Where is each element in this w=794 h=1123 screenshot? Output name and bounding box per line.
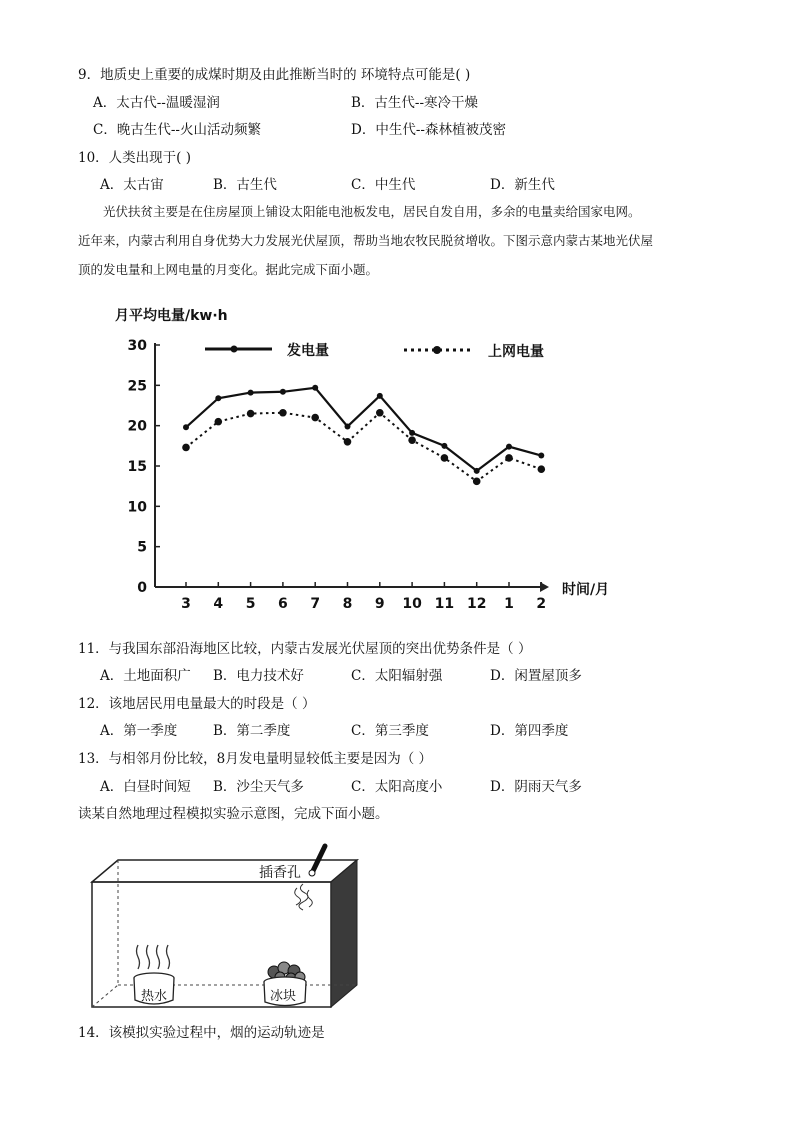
x-tick-label: 2 — [536, 596, 547, 612]
data-point-series-0 — [248, 390, 254, 396]
q9-option-b: B．古生代--寒冷干燥 — [351, 95, 479, 111]
x-tick-label: 5 — [245, 596, 256, 612]
q11-option-d: D．闲置屋顶多 — [490, 668, 582, 684]
q10-option-a: A．太古宙 — [100, 177, 164, 193]
y-tick-label: 15 — [127, 459, 147, 475]
data-point-series-0 — [441, 443, 447, 449]
experiment-diagram — [85, 840, 365, 1020]
q10-option-d: D．新生代 — [490, 177, 555, 193]
data-point-series-0 — [409, 430, 415, 436]
q11-option-a: A．土地面积广 — [100, 668, 191, 684]
q12-option-c: C．第三季度 — [351, 723, 429, 739]
q9-option-c: C．晚古生代--火山活动频繁 — [93, 122, 261, 138]
q9-option-d: D．中生代--森林植被茂密 — [351, 122, 506, 138]
data-point-series-0 — [506, 444, 512, 450]
q13-stem: 13．与相邻月份比较，8月发电量明显较低主要是因为（ ） — [78, 751, 433, 767]
q11-stem: 11．与我国东部沿海地区比较，内蒙古发展光伏屋顶的突出优势条件是（ ） — [78, 641, 532, 657]
y-tick-label: 0 — [137, 580, 147, 596]
q9-stem: 9．地质史上重要的成煤时期及由此推断当时的 环境特点可能是( ) — [78, 67, 471, 83]
x-tick-label: 10 — [402, 596, 422, 612]
data-point-series-1 — [505, 454, 513, 462]
q11-option-b: B．电力技术好 — [213, 668, 304, 684]
legend-dotted-marker — [433, 346, 441, 354]
legend-series-1: 上网电量 — [488, 344, 544, 360]
y-tick-label: 20 — [127, 418, 147, 435]
data-point-series-0 — [474, 468, 480, 474]
q10-option-c: C．中生代 — [351, 177, 416, 193]
data-point-series-1 — [344, 438, 352, 446]
q13-option-d: D．阴雨天气多 — [490, 779, 582, 795]
data-point-series-1 — [538, 465, 546, 473]
series-line-1 — [186, 413, 541, 482]
y-axis-label: 月平均电量/kw·h — [115, 308, 228, 324]
hole-label: 插香孔 — [259, 865, 301, 881]
q11-option-c: C．太阳辐射强 — [351, 668, 443, 684]
x-tick-label: 12 — [466, 596, 487, 612]
data-point-series-0 — [345, 423, 351, 429]
q13-option-a: A．白昼时间短 — [100, 779, 191, 795]
legend-series-0: 发电量 — [287, 343, 329, 359]
data-point-series-1 — [473, 478, 481, 486]
x-tick-label: 6 — [278, 596, 288, 612]
steam-icon — [137, 945, 170, 969]
x-tick-label: 8 — [342, 596, 353, 612]
x-tick-label: 3 — [181, 596, 191, 612]
data-point-series-1 — [376, 409, 384, 417]
legend-solid-marker — [231, 346, 238, 353]
data-point-series-1 — [279, 409, 287, 417]
data-point-series-0 — [538, 453, 544, 459]
data-point-series-1 — [311, 414, 319, 422]
x-axis-label: 时间/月 — [562, 582, 610, 598]
data-point-series-1 — [182, 444, 190, 452]
q10-option-b: B．古生代 — [213, 177, 277, 193]
data-point-series-1 — [408, 436, 416, 444]
x-tick-label: 7 — [310, 596, 321, 612]
q12-stem: 12．该地居民用电量最大的时段是（ ） — [78, 696, 316, 712]
series-line-0 — [186, 388, 541, 471]
y-tick-label: 30 — [127, 338, 147, 354]
x-tick-label: 4 — [213, 596, 224, 612]
q10-stem: 10．人类出现于( ) — [78, 150, 192, 166]
x-tick-label: 11 — [434, 596, 455, 612]
q14-stem: 14．该模拟实验过程中，烟的运动轨迹是 — [78, 1025, 325, 1041]
q13-option-b: B．沙尘天气多 — [213, 779, 304, 795]
q12-option-a: A．第一季度 — [100, 723, 178, 739]
smoke-icon — [295, 884, 313, 910]
data-point-series-1 — [247, 410, 255, 418]
y-tick-label: 25 — [127, 378, 147, 395]
q12-option-b: B．第二季度 — [213, 723, 291, 739]
q13-option-c: C．太阳高度小 — [351, 779, 443, 795]
passage-line: 光伏扶贫主要是在住房屋顶上铺设太阳能电池板发电，居民自发自用，多余的电量卖给国家电网。 — [103, 204, 641, 219]
data-point-series-0 — [280, 389, 286, 395]
y-tick-label: 10 — [127, 499, 147, 516]
x-tick-label: 1 — [504, 596, 514, 612]
data-point-series-0 — [183, 424, 189, 430]
q12-option-d: D．第四季度 — [490, 723, 569, 739]
box-hidden-edge — [92, 985, 118, 1007]
data-point-series-1 — [215, 418, 223, 426]
passage-photovoltaic — [78, 197, 728, 284]
ice-label: 冰块 — [270, 989, 297, 1004]
x-tick-label: 9 — [374, 596, 385, 612]
passage-line: 近年来，内蒙古利用自身优势大力发展光伏屋顶，帮助当地农牧民脱贫增收。下图示意内蒙古某地光伏屋 — [78, 233, 654, 248]
q9-option-a: A．太古代--温暖湿润 — [93, 95, 220, 111]
intro-experiment: 读某自然地理过程模拟实验示意图，完成下面小题。 — [78, 806, 389, 822]
electricity-line-chart — [100, 300, 620, 620]
hot-water-label: 热水 — [141, 989, 168, 1004]
data-point-series-0 — [377, 393, 383, 399]
incense-hole — [309, 870, 315, 876]
y-tick-label: 5 — [137, 539, 147, 556]
data-point-series-0 — [215, 395, 221, 401]
passage-line: 顶的发电量和上网电量的月变化。据此完成下面小题。 — [78, 262, 379, 277]
data-point-series-1 — [441, 454, 449, 462]
data-point-series-0 — [312, 385, 318, 391]
